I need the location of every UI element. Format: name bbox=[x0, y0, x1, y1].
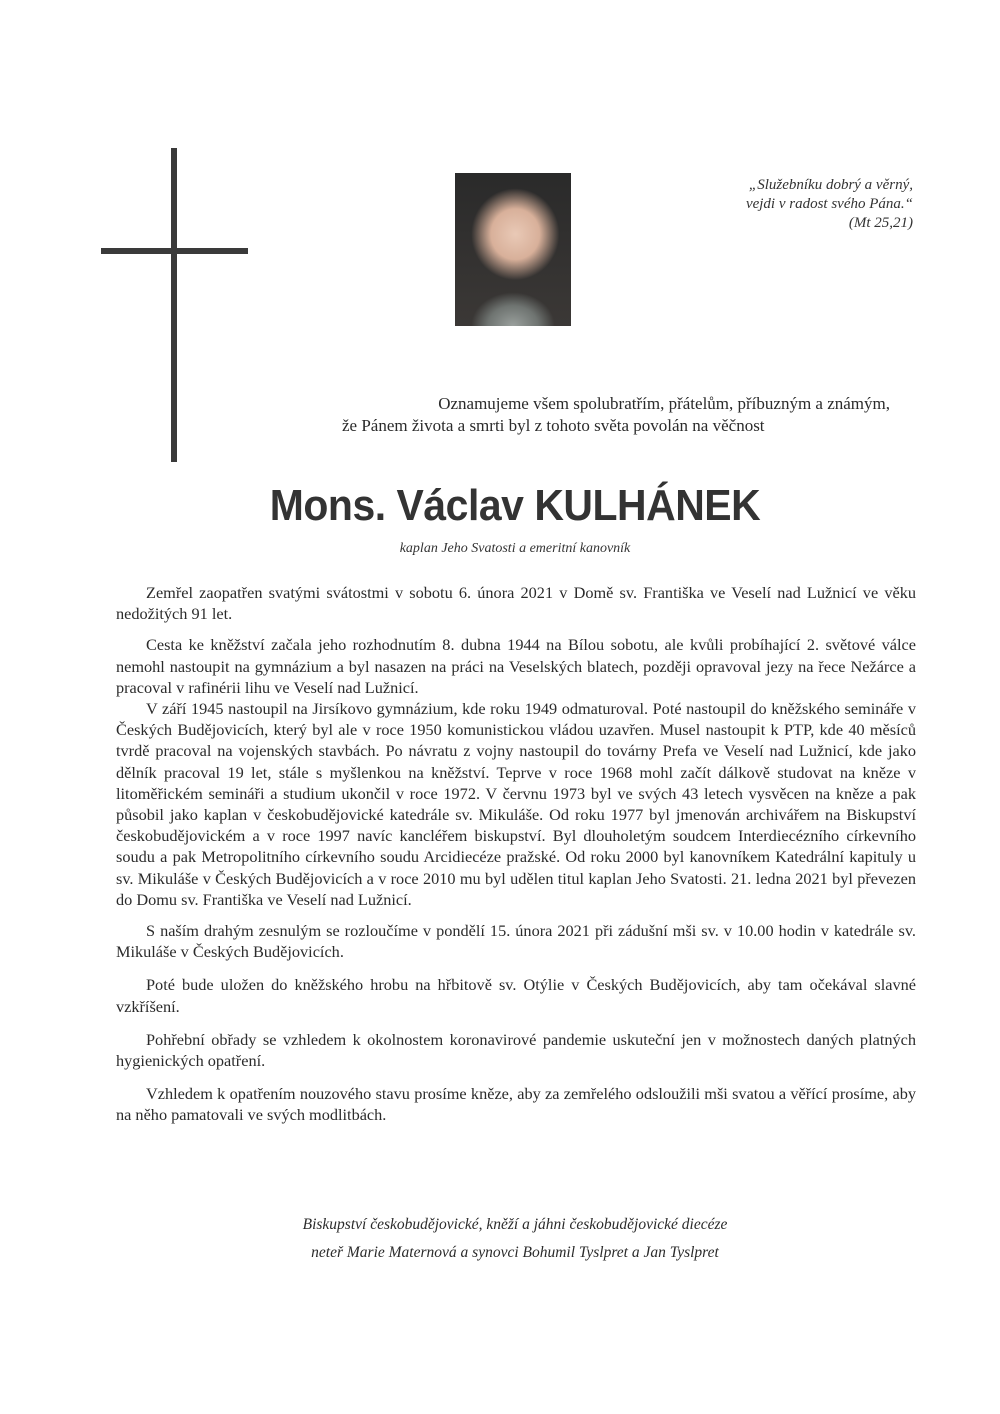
announcement bbox=[300, 393, 890, 437]
announcement-line: Oznamujeme všem spolubratřím, přátelům, příbuzným a známým, bbox=[438, 394, 890, 413]
portrait-photo bbox=[455, 173, 571, 326]
signature-line: Biskupství českobudějovické, kněží a jáhni českobudějovické diecéze bbox=[302, 1216, 728, 1233]
quote-line: vejdi v radost svého Pána.“ bbox=[745, 196, 913, 212]
quote-line: „Služebníku dobrý a věrný, bbox=[748, 177, 913, 193]
announcement-line: že Pánem života a smrti byl z tohoto světa povolán na věčnost bbox=[342, 416, 765, 435]
cross-horizontal-bar bbox=[101, 248, 248, 254]
cross-vertical-bar bbox=[171, 148, 177, 462]
paragraph-funeral: S naším drahým zesnulým se rozloučíme v pondělí 15. února 2021 při zádušní mši sv. v 10.00 hodin v katedrále sv. Mikuláše v Českých Budějovicích. bbox=[116, 921, 916, 962]
obituary-body bbox=[116, 582, 916, 1126]
signature-line: neteř Marie Maternová a synovci Bohumil Tyslpret a Jan Tyslpret bbox=[311, 1244, 719, 1261]
bible-quote bbox=[746, 176, 913, 233]
paragraph-death: Zemřel zaopatřen svatými svátostmi v sobotu 6. února 2021 v Domě sv. Františka ve Veselí nad Lužnicí ve věku nedožitých 91 let. bbox=[116, 583, 916, 624]
paragraph-vocation: Cesta ke kněžství začala jeho rozhodnutím 8. dubna 1944 na Bílou sobotu, ale kvůli probíhající 2. světové válce nemohl nastoupit na gymnázium a byl nasazen na práci na Veselských blatech, později opravoval jezy na řece Nežárce a pracoval v rafinérii lihu ve Veselí nad Lužnicí. bbox=[116, 635, 916, 697]
paragraph-pandemic: Pohřební obřady se vzhledem k okolnostem koronavirové pandemie uskuteční jen v možnostech daných platných hygienických opatření. bbox=[116, 1029, 916, 1071]
paragraph-prayer-request: Vzhledem k opatřením nouzového stavu prosíme kněze, aby za zemřelého odsloužili mši svatou a věřící prosíme, aby na něho pamatovali ve svých modlitbách. bbox=[116, 1084, 916, 1125]
paragraph-burial: Poté bude uložen do kněžského hrobu na hřbitově sv. Otýlie v Českých Budějovicích, aby tam očekával slavné vzkříšení. bbox=[116, 975, 916, 1016]
deceased-title: kaplan Jeho Svatosti a emeritní kanovník bbox=[399, 541, 631, 556]
signatures bbox=[0, 1211, 1000, 1267]
deceased-name: Mons. Václav KULHÁNEK bbox=[269, 481, 761, 530]
quote-reference: (Mt 25,21) bbox=[848, 215, 913, 231]
paragraph-biography: V září 1945 nastoupil na Jirsíkovo gymnázium, kde roku 1949 odmaturoval. Poté nastoupil do kněžského semináře v Českých Budějovicích, který byl ale v roce 1950 komunistickou vládou uzavřen. Musel nastoupit k PTP, kde 40 měsíců tvrdě pracoval na vojenských stavbách. Po návratu z vojny nastoupil do továrny Prefa ve Veselí nad Lužnicí, kde jako dělník pracoval 19 let, stále s myšlenkou na kněžství. Teprve v roce 1968 mohl začít dálkově studovat na kněze v litoměřickém semináři a studium ukončil v roce 1972. V červnu 1973 byl ve svých 43 letech vysvěcen na kněze a pak působil jako kaplan v českobudějovické katedrále sv. Mikuláše. Od roku 1977 byl jmenován archivářem na Biskupství českobudějovickém a v roce 1997 navíc kancléřem biskupství. Byl dlouholetým soudcem Interdiecézního církevního soudu a pak Metropolitního církevního soudu Arcidiecéze pražské. Od roku 2000 byl kanovníkem Katedrální kapituly u sv. Mikuláše v Českých Budějovicích a v roce 2010 mu byl udělen titul kaplan Jeho Svatosti. 21. ledna 2021 byl převezen do Domu sv. Františka ve Veselí nad Lužnicí. bbox=[116, 699, 916, 909]
